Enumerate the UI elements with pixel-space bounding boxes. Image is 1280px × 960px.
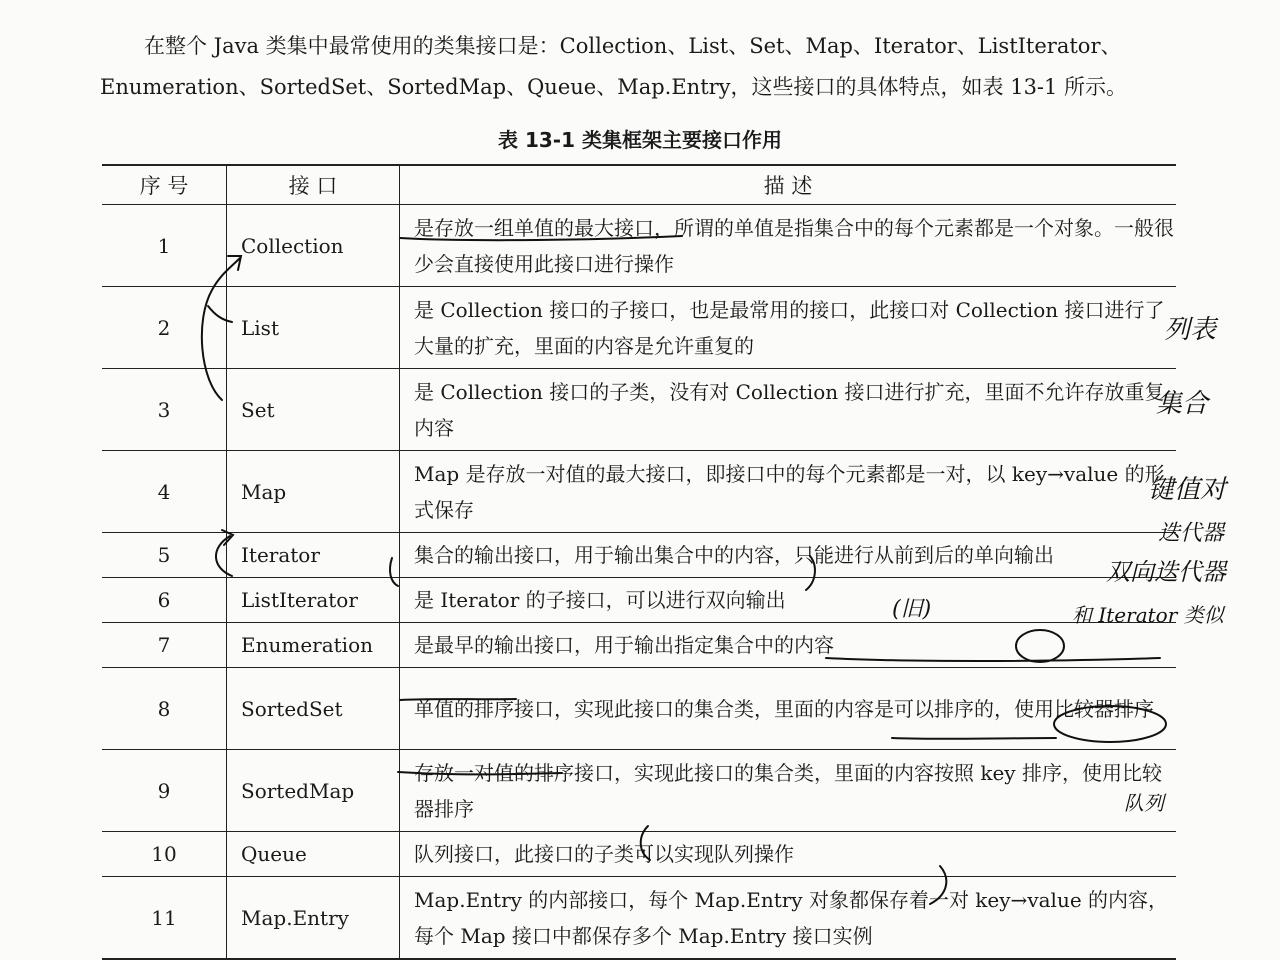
row-description: 存放一对值的排序接口，实现此接口的集合类，里面的内容按照 key 排序，使用比较器排序 <box>400 750 1177 832</box>
row-description: 是 Collection 接口的子接口，也是最常用的接口，此接口对 Collection 接口进行了大量的扩充，里面的内容是允许重复的 <box>400 287 1177 369</box>
row-interface: ListIterator <box>227 578 400 623</box>
row-interface: Set <box>227 369 400 451</box>
table-row <box>102 578 1176 623</box>
row-no: 10 <box>102 832 227 877</box>
row-description: 队列接口，此接口的子类可以实现队列操作 <box>400 832 1177 877</box>
table-row <box>102 287 1176 369</box>
row-interface: Map.Entry <box>227 877 400 960</box>
row-interface: Enumeration <box>227 623 400 668</box>
note-queue: 队列 <box>1124 791 1164 815</box>
table-row <box>102 668 1176 750</box>
row-interface: SortedSet <box>227 668 400 750</box>
row-interface: Collection <box>227 205 400 287</box>
note-listiterator: 双向迭代器 <box>1106 558 1226 586</box>
note-enum-side: 和 Iterator 类似 <box>1072 603 1224 627</box>
row-no: 9 <box>102 750 227 832</box>
row-interface: SortedMap <box>227 750 400 832</box>
table-row <box>102 533 1176 578</box>
table-row <box>102 205 1176 287</box>
table-row <box>102 832 1176 877</box>
header-interface: 接 口 <box>227 165 400 205</box>
table-row <box>102 877 1176 960</box>
note-set: 集合 <box>1156 389 1209 419</box>
row-description: Map.Entry 的内部接口，每个 Map.Entry 对象都保存着一对 key→value 的内容，每个 Map 接口中都保存多个 Map.Entry 接口实例 <box>400 877 1177 960</box>
table-caption: 表 13-1 类集框架主要接口作用 <box>498 128 782 152</box>
header-no: 序 号 <box>102 165 227 205</box>
header-description: 描 述 <box>400 165 1177 205</box>
row-no: 2 <box>102 287 227 369</box>
note-map: 键值对 <box>1148 475 1227 505</box>
row-interface: Iterator <box>227 533 400 578</box>
table-row <box>102 750 1176 832</box>
row-description: 是 Collection 接口的子类，没有对 Collection 接口进行扩充，里面不允许存放重复内容 <box>400 369 1177 451</box>
interfaces-table <box>102 164 1176 960</box>
table-header-row <box>102 165 1176 205</box>
intro-paragraph <box>100 26 1180 108</box>
row-interface: Map <box>227 451 400 533</box>
row-no: 8 <box>102 668 227 750</box>
row-no: 1 <box>102 205 227 287</box>
row-no: 6 <box>102 578 227 623</box>
intro-line-1: 在整个 Java 类集中最常使用的类集接口是：Collection、List、Set、Map、Iterator、ListIterator、 <box>144 34 1122 58</box>
row-description: 是最早的输出接口，用于输出指定集合中的内容 <box>400 623 1177 668</box>
row-description: 是 Iterator 的子接口，可以进行双向输出 <box>400 578 1177 623</box>
table-row <box>102 623 1176 668</box>
table-row <box>102 451 1176 533</box>
row-description: 是存放一组单值的最大接口，所谓的单值是指集合中的每个元素都是一个对象。一般很少会直接使用此接口进行操作 <box>400 205 1177 287</box>
note-old: (旧) <box>892 597 932 622</box>
row-no: 3 <box>102 369 227 451</box>
row-interface: List <box>227 287 400 369</box>
note-list: 列表 <box>1164 315 1217 345</box>
row-description: 集合的输出接口，用于输出集合中的内容，只能进行从前到后的单向输出 <box>400 533 1177 578</box>
row-interface: Queue <box>227 832 400 877</box>
row-no: 5 <box>102 533 227 578</box>
note-iterator: 迭代器 <box>1158 521 1225 546</box>
table-row <box>102 369 1176 451</box>
row-no: 4 <box>102 451 227 533</box>
row-description: Map 是存放一对值的最大接口，即接口中的每个元素都是一对，以 key→value 的形式保存 <box>400 451 1177 533</box>
row-no: 7 <box>102 623 227 668</box>
intro-line-2: Enumeration、SortedSet、SortedMap、Queue、Map.Entry，这些接口的具体特点，如表 13-1 所示。 <box>100 75 1128 99</box>
row-description: 单值的排序接口，实现此接口的集合类，里面的内容是可以排序的，使用比较器排序 <box>400 668 1177 750</box>
row-no: 11 <box>102 877 227 960</box>
